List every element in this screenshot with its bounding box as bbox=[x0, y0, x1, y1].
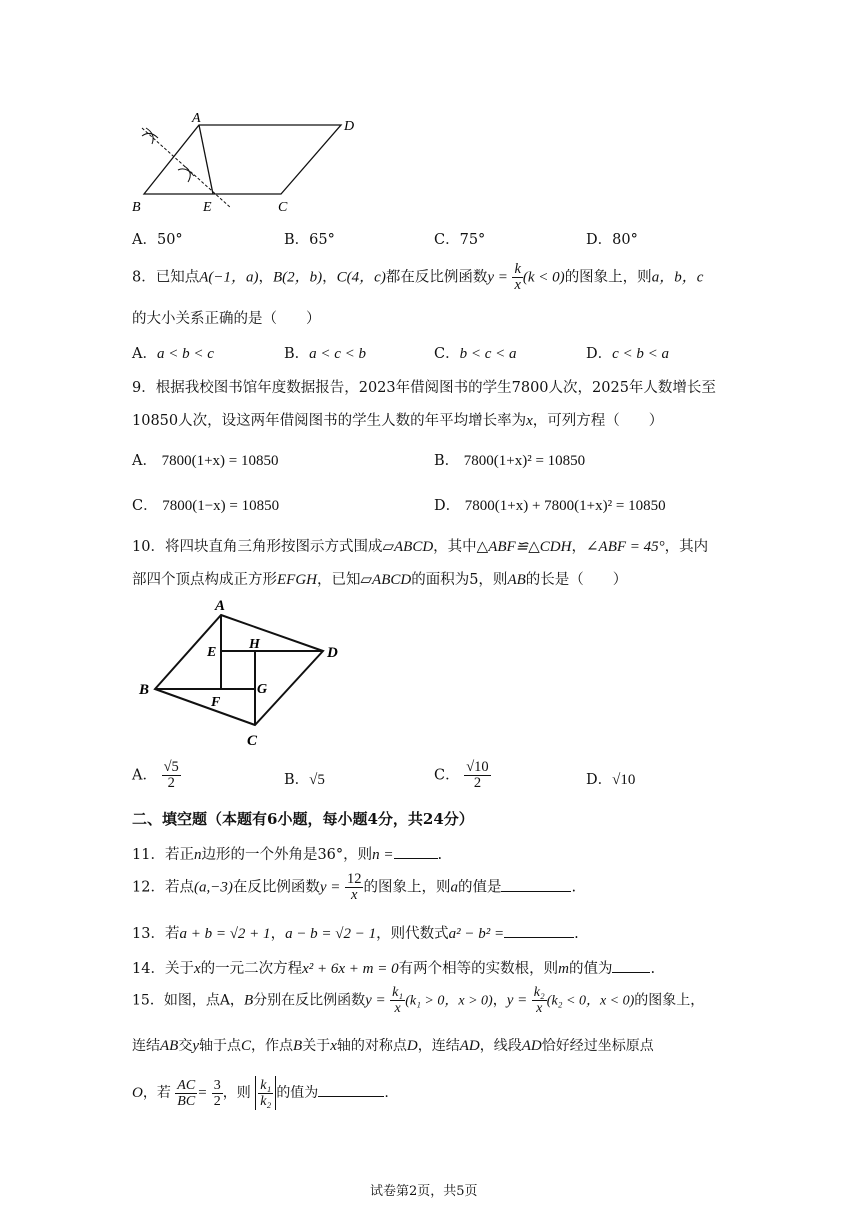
q7-label-c: C bbox=[278, 200, 288, 215]
q8-line1: 8．已知点A(−1，a)，B(2，b)，C(4，c)都在反比例函数y = $\frac{k}{x}$ (k < 0)的图象上，则a，b，c bbox=[132, 261, 704, 293]
q10-label-f: F bbox=[211, 695, 221, 710]
q10-line2: 部四个顶点构成正方形EFGH，已知▱ABCD的面积为5，则AB的长是（ ） bbox=[132, 572, 628, 588]
q9-option-a: A． 7800(1+x) = 10850 bbox=[132, 453, 279, 469]
q8-option-a: A．a < b < c bbox=[132, 346, 214, 362]
q11: 11．若正n边形的一个外角是36°，则n = . bbox=[132, 847, 443, 863]
q8-line2: 的大小关系正确的是（ ） bbox=[132, 311, 321, 327]
q10-option-c: C． $\frac{√10}{2}$ bbox=[434, 759, 489, 791]
q10-label-a: A bbox=[215, 598, 226, 614]
q7-option-c: C．75° bbox=[434, 232, 486, 248]
q10-option-b: B．√5 bbox=[284, 772, 325, 788]
q7-option-d: D．80° bbox=[586, 232, 638, 248]
q7-option-a: A．50° bbox=[132, 232, 183, 248]
q14: 14．关于x的一元二次方程x² + 6x + m = 0有两个相等的实数根，则m的值为 . bbox=[132, 961, 656, 977]
q10-label-d: D bbox=[327, 645, 338, 661]
q12: 12．若点(a,−3)在反比例函数y = $\frac{12}{x}$ 的图象上，则a的值是 . bbox=[132, 871, 577, 903]
q10-option-a: A． $\frac{√5}{2}$ bbox=[132, 759, 179, 791]
q10-label-c: C bbox=[247, 733, 258, 749]
q15-blank[interactable] bbox=[318, 1084, 384, 1097]
q9-option-c: C． 7800(1−x) = 10850 bbox=[132, 498, 280, 514]
q8-fraction: $\frac{k}{x}$ bbox=[514, 261, 521, 293]
q7-label-d: D bbox=[344, 119, 355, 134]
q15-line3: O，若 $\frac{AC}{BC}$ = $\frac{3}{2}$ ，则 $\frac{\text{k₁}}{\text{k₂}}$ 的值为 . bbox=[132, 1077, 389, 1109]
q7-label-b: B bbox=[132, 200, 141, 215]
q11-blank[interactable] bbox=[394, 846, 438, 859]
q9-line2: 10850人次，设这两年借阅图书的学生人数的年平均增长率为x，可列方程（ ） bbox=[132, 413, 664, 429]
q12-blank[interactable] bbox=[501, 879, 571, 892]
q15-line1: 15．如图，点A，B分别在反比例函数y = $\frac{\text{k₁}}{x}$ (k₁ > 0，x > 0)，y = $\frac{\text{k₂}}{x}$ (k₂ < 0，x < 0)的图象上， bbox=[132, 985, 705, 1016]
q9-option-b: B． 7800(1+x)² = 10850 bbox=[434, 453, 586, 469]
q10-option-d: D．√10 bbox=[586, 772, 636, 788]
q8-option-d: D．c < b < a bbox=[586, 346, 670, 362]
q10-line1: 10．将四块直角三角形按图示方式围成▱ABCD，其中△ABF≌△CDH，∠ABF = 45°，其内 bbox=[132, 539, 709, 555]
q9-option-d: D． 7800(1+x) + 7800(1+x)² = 10850 bbox=[434, 498, 666, 514]
q7-label-e: E bbox=[203, 200, 212, 215]
page-footer: 试卷第2页，共5页 bbox=[370, 1184, 478, 1199]
q13-blank[interactable] bbox=[504, 925, 574, 938]
q13: 13．若a + b = √2 + 1，a − b = √2 − 1，则代数式a² − b² = . bbox=[132, 926, 579, 942]
q15-line2: 连结AB交y轴于点C，作点B关于x轴的对称点D，连结AD，线段AD恰好经过坐标原点 bbox=[132, 1038, 654, 1054]
q7-figure bbox=[128, 108, 368, 216]
section-heading: 二、填空题（本题有6小题，每小题4分，共24分） bbox=[132, 810, 474, 828]
q8-option-b: B．a < c < b bbox=[284, 346, 367, 362]
q7-option-b: B．65° bbox=[284, 232, 335, 248]
q10-label-e: E bbox=[207, 645, 217, 660]
q7-label-a: A bbox=[192, 111, 201, 126]
q10-figure bbox=[135, 596, 365, 752]
q10-label-g: G bbox=[257, 682, 268, 697]
q14-blank[interactable] bbox=[612, 960, 650, 973]
q10-label-h: H bbox=[249, 637, 260, 652]
q10-label-b: B bbox=[139, 682, 150, 698]
q9-line1: 9．根据我校图书馆年度数据报告，2023年借阅图书的学生7800人次，2025年人数增长至 bbox=[132, 380, 716, 396]
q8-option-c: C．b < c < a bbox=[434, 346, 517, 362]
